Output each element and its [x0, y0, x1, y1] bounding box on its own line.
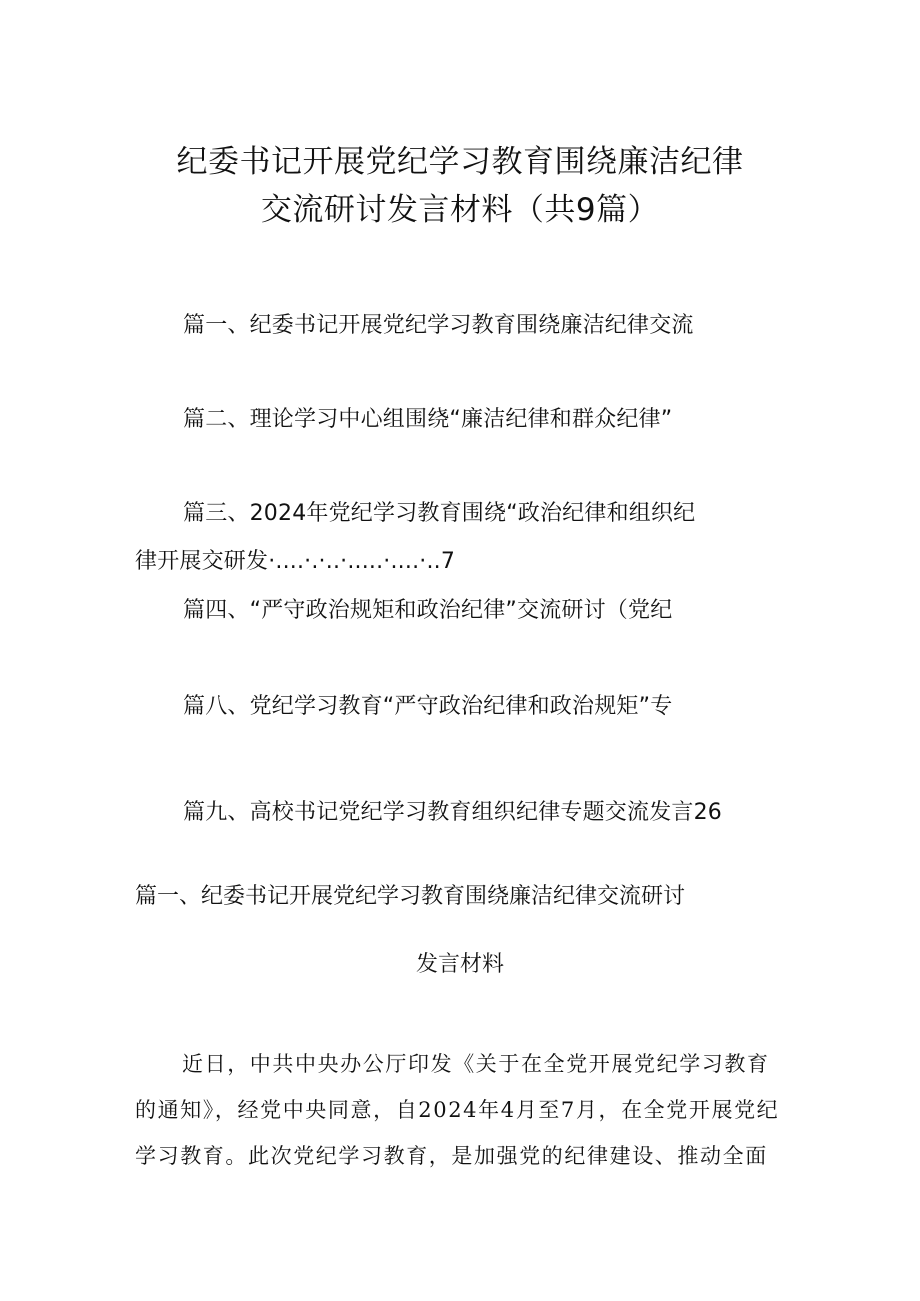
toc-entry-3-continued[interactable]: 律开展交研发·....·.·..·.....·....·..7 — [135, 549, 456, 574]
body-paragraph-line-3: 学习教育。此次党纪学习教育，是加强党的纪律建设、推动全面 — [135, 1144, 768, 1168]
document-title-line-2: 交流研讨发言材料（共9篇） — [260, 192, 660, 228]
section-heading-line-2: 发言材料 — [415, 952, 504, 977]
body-paragraph-line-2: 的通知》，经党中央同意，自2024年4月至7月，在全党开展党纪 — [135, 1098, 780, 1122]
body-paragraph-line-1: 近日，中共中央办公厅印发《关于在全党开展党纪学习教育 — [182, 1052, 770, 1076]
document-title-line-1: 纪委书记开展党纪学习教育围绕廉洁纪律 — [176, 144, 744, 180]
toc-entry-1[interactable]: 篇一、纪委书记开展党纪学习教育围绕廉洁纪律交流 — [183, 313, 694, 338]
section-heading-line-1: 篇一、纪委书记开展党纪学习教育围绕廉洁纪律交流研讨 — [135, 884, 686, 909]
toc-entry-3[interactable]: 篇三、2024年党纪学习教育围绕“政治纪律和组织纪 — [183, 501, 696, 526]
toc-entry-8[interactable]: 篇八、党纪学习教育“严守政治纪律和政治规矩”专 — [183, 694, 673, 719]
toc-entry-2[interactable]: 篇二、理论学习中心组围绕“廉洁纪律和群众纪律” — [183, 407, 673, 432]
toc-entry-4[interactable]: 篇四、“严守政治规矩和政治纪律”交流研讨（党纪 — [183, 598, 673, 623]
toc-entry-9[interactable]: 篇九、高校书记党纪学习教育组织纪律专题交流发言26 — [183, 800, 722, 825]
